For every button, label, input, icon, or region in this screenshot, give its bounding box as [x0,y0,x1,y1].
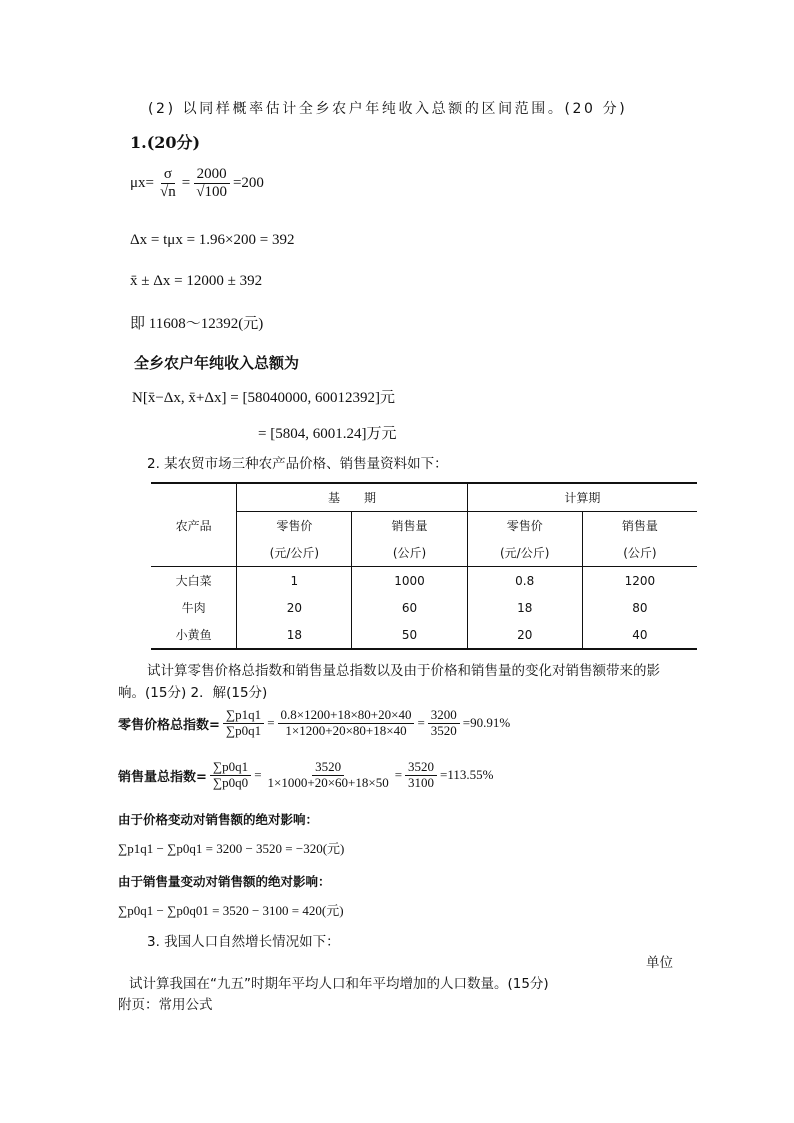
cell-base-qty: 60 [352,594,467,621]
question-2-text: 试计算零售价格总指数和销售量总指数以及由于价格和销售量的变化对销售额带来的影响。(15分) 2．解(15分) [118,663,660,701]
frac-denominator: 1×1000+20×60+18×50 [267,774,389,790]
frac-denominator: 3100 [408,774,435,790]
cell-calc-qty: 1200 [582,567,697,595]
price-index-label: 零售价格总指数= [118,717,220,733]
total-formula-1: N[x̄−Δx, x̄+Δx] = [58040000, 60012392]元 [132,390,395,406]
unit-calc-price: (元/公斤) [467,539,582,567]
unit-base-qty: (公斤) [352,539,467,567]
cell-base-price: 18 [237,621,352,649]
qty-frac-expression [265,760,392,791]
price-frac-symbolic [223,708,264,739]
interval-formula: x̄ ± Δx = 12000 ± 392 [130,273,263,289]
question-2-title: 2. 某农贸市场三种农产品价格、销售量资料如下： [147,456,448,472]
frac-denominator: √100 [196,184,227,201]
mu-frac-numeric [193,166,230,202]
cell-product: 小黄鱼 [151,621,237,649]
cell-calc-price: 0.8 [467,567,582,595]
header-base-price: 零售价 [237,512,352,540]
header-calc-period: 计算期 [467,483,697,512]
frac-denominator: 1×1200+20×80+18×40 [285,722,407,738]
table-row [151,567,697,595]
qty-frac-symbolic [210,760,251,791]
cell-base-qty: 50 [352,621,467,649]
frac-denominator: √n [160,184,176,201]
total-formula-2: = [5804, 6001.24]万元 [258,426,397,442]
frac-numerator: 3520 [405,760,437,776]
table-row [151,594,697,621]
header-base-period: 基 期 [237,483,467,512]
qty-index-label: 销售量总指数= [118,769,207,785]
frac-numerator: 3520 [312,760,344,776]
qty-index-formula: 销售量总指数= $\frac{\sum p0q1}{\sum p0q0}$ = $\frac{3520}{1\times 1000+20\times 60+18\times 50}$ = $\frac{3520}{3100}$ =113.55% [118,759,494,790]
cell-base-price: 1 [237,567,352,595]
header-calc-qty: 销售量 [582,512,697,540]
price-index-formula: 零售价格总指数= $\frac{\sum p1q1}{\sum p0q1}$ = $\frac{0.8\times 1200+18\times 80+20\times 40}{1\times 1200+20\times 80+18\times 40}$ = $\frac{3200}{3520}$ =90.91% [118,707,511,738]
mu-result: =200 [232,175,264,192]
appendix-label: 附页：常用公式 [118,997,213,1013]
price-effect-formula: ∑p1q1 − ∑p0q1 = 3200 − 3520 = −320(元) [118,841,345,856]
mu-lhs: μx [130,175,146,192]
price-frac-expression [278,708,415,739]
table-row [151,621,697,649]
frac-numerator: 2000 [194,166,230,184]
cell-calc-price: 18 [467,594,582,621]
qty-index-result: =113.55% [440,767,494,783]
total-title: 全乡农户年纯收入总额为 [134,354,300,372]
frac-numerator: σ [161,166,175,184]
mu-frac-symbolic [157,166,179,202]
qty-frac-value [405,760,437,791]
range-line: 即 11608～12392(元) [130,316,264,332]
cell-calc-price: 20 [467,621,582,649]
unit-base-price: (元/公斤) [237,539,352,567]
product-table [151,482,697,650]
price-index-result: =90.91% [462,715,511,731]
unit-label: 单位 [646,955,673,971]
question-line: (2) 以同样概率估计全乡农户年纯收入总额的区间范围。(20 分) [148,101,628,117]
qty-effect-title: 由于销售量变动对销售额的绝对影响： [118,874,331,889]
frac-numerator: 0.8×1200+18×80+20×40 [278,708,415,724]
frac-denominator: ∑p0q0 [212,774,249,790]
frac-denominator: 3520 [430,722,457,738]
unit-calc-qty: (公斤) [582,539,697,567]
price-effect-title: 由于价格变动对销售额的绝对影响： [118,812,319,827]
solution-heading: 1.(20分) [130,133,201,152]
frac-numerator: 3200 [428,708,460,724]
cell-product: 牛肉 [181,601,206,615]
frac-denominator: ∑p0q1 [225,722,262,738]
qty-effect-formula: ∑p0q1 − ∑p0q01 = 3520 − 3100 = 420(元) [118,903,344,918]
question-3-title: 3. 我国人口自然增长情况如下： [147,934,340,950]
cell-product: 大白菜 [151,567,237,595]
header-product: 农产品 [151,483,237,567]
cell-base-qty: 1000 [352,567,467,595]
cell-calc-qty: 40 [582,621,697,649]
question-3-text: 试计算我国在“九五”时期年平均人口和年平均增加的人口数量。(15分) [129,976,549,992]
delta-formula: Δx = tμx = 1.96×200 = 392 [130,232,295,248]
header-calc-price: 零售价 [467,512,582,540]
frac-numerator: ∑p1q1 [223,708,264,724]
mu-formula: μx = $\frac{\sigma}{√n}$ = $\frac{2000}{√100}$ =200 [130,166,264,201]
frac-numerator: ∑p0q1 [210,760,251,776]
header-base-qty: 销售量 [352,512,467,540]
cell-base-price: 20 [237,594,352,621]
price-frac-value [428,708,460,739]
cell-calc-qty: 80 [582,594,697,621]
